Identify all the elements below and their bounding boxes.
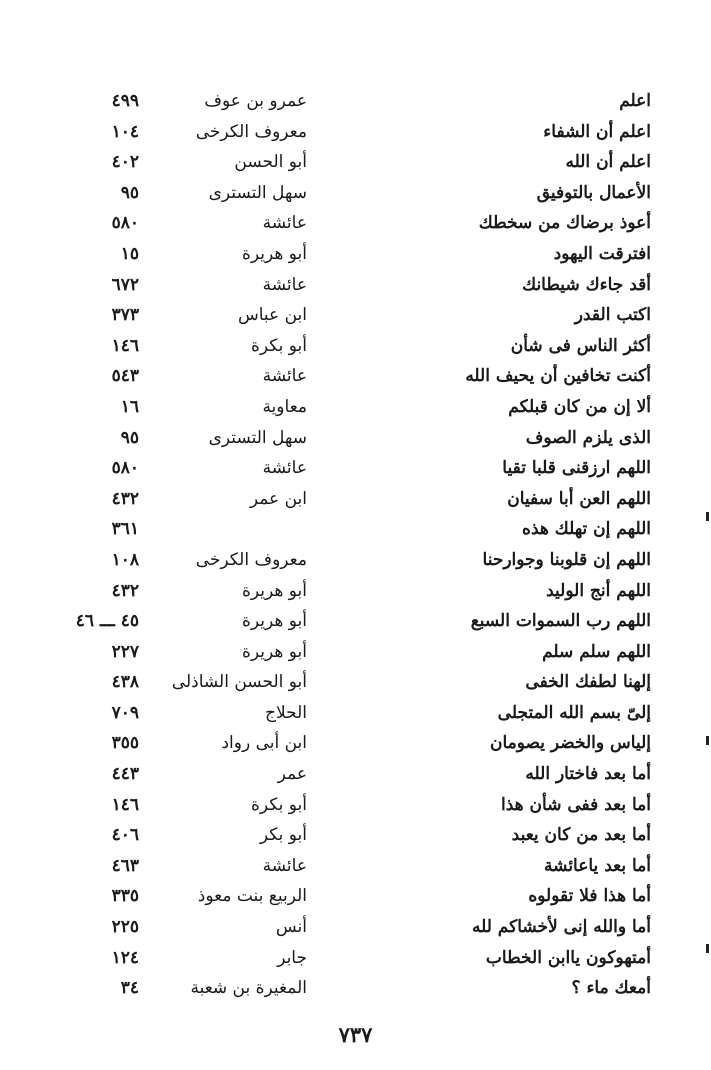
index-row xyxy=(0,790,711,821)
page-reference: ٣٥٥ xyxy=(111,733,139,754)
page-reference: ٤٩٩ xyxy=(111,91,139,111)
hadith-phrase: اللهم أنج الوليد xyxy=(546,580,651,601)
index-row xyxy=(0,545,711,576)
page-reference: ٢٢٧ xyxy=(111,641,139,662)
narrator-name: أبو هريرة xyxy=(241,611,307,632)
page-reference: ١٤٦ xyxy=(111,335,139,356)
index-row xyxy=(0,484,711,515)
narrator-name: أبو بكرة xyxy=(250,335,307,356)
page-reference: ١٠٤ xyxy=(111,121,139,142)
hadith-phrase: إلياس والخضر يصومان xyxy=(489,733,651,754)
margin-mark xyxy=(706,736,709,745)
page-reference: ٤٤٣ xyxy=(111,764,139,785)
narrator-name: عائشة xyxy=(262,458,307,479)
page-reference: ٢٢٥ xyxy=(111,917,139,938)
narrator-name: معروف الكرخى xyxy=(195,121,307,142)
narrator-name: المغيرة بن شعبة xyxy=(190,978,307,999)
page-reference: ١٤٦ xyxy=(111,794,139,815)
index-row xyxy=(0,178,711,209)
hadith-phrase: اللهم العن أبا سفيان xyxy=(507,488,651,509)
narrator-name: سهل التسترى xyxy=(208,427,307,448)
hadith-phrase: اللهم رب السموات السبع xyxy=(470,611,651,632)
index-row xyxy=(0,667,711,698)
narrator-name: عائشة xyxy=(262,366,307,387)
hadith-phrase: أما بعد فاختار الله xyxy=(525,764,651,785)
page-reference: ٦٧٢ xyxy=(111,274,139,295)
index-row xyxy=(0,514,711,545)
hadith-phrase: الأعمال بالتوفيق xyxy=(536,182,651,203)
hadith-phrase: أما بعد ففى شأن هذا xyxy=(501,794,651,815)
narrator-name: عائشة xyxy=(262,274,307,295)
narrator-name: الربيع بنت معوذ xyxy=(197,886,307,907)
index-row xyxy=(0,239,711,270)
narrator-name: أنس xyxy=(275,917,307,938)
hadith-phrase: أكنت تخافين أن يحيف الله xyxy=(465,366,651,387)
narrator-name: عمر xyxy=(277,764,307,785)
page-reference: ١٠٨ xyxy=(111,549,139,570)
narrator-name: أبو هريرة xyxy=(241,580,307,601)
narrator-name: ابن عباس xyxy=(237,305,307,326)
index-row xyxy=(0,147,711,178)
page-reference: ٩٥ xyxy=(120,427,139,448)
hadith-phrase: ألا إن من كان قبلكم xyxy=(508,396,651,417)
index-row xyxy=(0,270,711,301)
narrator-name: جابر xyxy=(277,947,307,968)
index-row xyxy=(0,881,711,912)
narrator-name: عمرو بن عوف xyxy=(204,91,307,111)
index-row xyxy=(0,300,711,331)
page-reference: ٥٨٠ xyxy=(111,458,139,479)
page-reference: ٤٣٢ xyxy=(111,580,139,601)
index-row xyxy=(0,331,711,362)
narrator-name: أبو هريرة xyxy=(241,243,307,264)
page-number: ٧٣٧ xyxy=(338,1022,373,1047)
hadith-phrase: أعوذ برضاك من سخطك xyxy=(478,213,651,234)
hadith-phrase: اعلم xyxy=(619,91,651,111)
page-reference: ٣٧٣ xyxy=(111,305,139,326)
narrator-name: أبو الحسن xyxy=(234,152,307,173)
narrator-name: ابن عمر xyxy=(249,488,307,509)
narrator-name: معروف الكرخى xyxy=(195,549,307,570)
index-row xyxy=(0,606,711,637)
index-row xyxy=(0,361,711,392)
narrator-name: عائشة xyxy=(262,855,307,876)
index-row xyxy=(0,851,711,882)
hadith-phrase: اللهم إن قلوبنا وجوارحنا xyxy=(482,549,651,570)
index-row xyxy=(0,698,711,729)
page-reference: ٣٤ xyxy=(120,978,139,999)
index-row xyxy=(0,117,711,148)
page-reference: ٤٠٦ xyxy=(111,825,139,846)
hadith-phrase: أقد جاءك شيطانك xyxy=(522,274,651,295)
index-row xyxy=(0,576,711,607)
page-reference: ٩٥ xyxy=(120,182,139,203)
margin-mark xyxy=(706,512,709,521)
page-reference: ٤٦٣ xyxy=(111,855,139,876)
hadith-phrase: أمتهوكون ياابن الخطاب xyxy=(485,947,651,968)
index-row xyxy=(0,453,711,484)
narrator-name: أبو بكر xyxy=(259,825,307,846)
narrator-name: أبو الحسن الشاذلى xyxy=(171,672,307,693)
hadith-phrase: اعلم أن الله xyxy=(565,152,651,173)
narrator-name: ابن أبى رواد xyxy=(221,733,307,754)
hadith-phrase: اللهم إن تهلك هذه xyxy=(522,519,651,540)
hadith-phrase: أمعك ماء ؟ xyxy=(571,978,651,999)
narrator-name: أبو بكرة xyxy=(250,794,307,815)
hadith-phrase: اللهم ارزقنى قلبا تقيا xyxy=(502,458,651,479)
hadith-phrase: اعلم أن الشفاء xyxy=(543,121,651,142)
index-row xyxy=(0,943,711,974)
hadith-phrase: افترقت اليهود xyxy=(553,243,651,264)
index-row xyxy=(0,973,711,1004)
index-row xyxy=(0,392,711,423)
narrator-name: سهل التسترى xyxy=(208,182,307,203)
page-reference: ٤٠٢ xyxy=(111,152,139,173)
index-row xyxy=(0,86,711,117)
page-reference: ٣٦١ xyxy=(111,519,139,540)
page-reference: ٤٣٨ xyxy=(111,672,139,693)
margin-mark xyxy=(706,944,709,953)
page-reference: ١٦ xyxy=(120,396,139,417)
hadith-phrase: اللهم سلم سلم xyxy=(542,641,651,662)
index-row xyxy=(0,912,711,943)
page-reference: ٥٤٣ xyxy=(111,366,139,387)
index-row xyxy=(0,820,711,851)
hadith-phrase: أما هذا فلا تقولوه xyxy=(528,886,651,907)
hadith-phrase: اكتب القدر xyxy=(574,305,651,326)
hadith-phrase: الذى يلزم الصوف xyxy=(525,427,651,448)
page-reference: ١٥ xyxy=(120,243,139,264)
page-reference: ١٢٤ xyxy=(111,947,139,968)
page-reference: ٤٥ ـــ ٤٦ xyxy=(75,611,139,632)
page-reference: ٣٣٥ xyxy=(111,886,139,907)
index-row xyxy=(0,728,711,759)
narrator-name: عائشة xyxy=(262,213,307,234)
hadith-phrase: إلىّ بسم الله المتجلى xyxy=(497,702,651,723)
index-row xyxy=(0,637,711,668)
hadith-phrase: أما والله إنى لأخشاكم لله xyxy=(471,917,651,938)
hadith-phrase: أما بعد من كان يعبد xyxy=(511,825,651,846)
index-row xyxy=(0,208,711,239)
page-reference: ٥٨٠ xyxy=(111,213,139,234)
hadith-phrase: أكثر الناس فى شأن xyxy=(510,335,651,356)
page-reference: ٧٠٩ xyxy=(111,702,139,723)
index-row xyxy=(0,423,711,454)
narrator-name: أبو هريرة xyxy=(241,641,307,662)
narrator-name: معاوية xyxy=(262,396,307,417)
hadith-index-list xyxy=(0,86,711,1004)
page-reference: ٤٣٢ xyxy=(111,488,139,509)
narrator-name: الحلاج xyxy=(265,702,307,723)
hadith-phrase: إلهنا لطفك الخفى xyxy=(525,672,651,693)
index-row xyxy=(0,759,711,790)
hadith-phrase: أما بعد ياعائشة xyxy=(544,855,651,876)
